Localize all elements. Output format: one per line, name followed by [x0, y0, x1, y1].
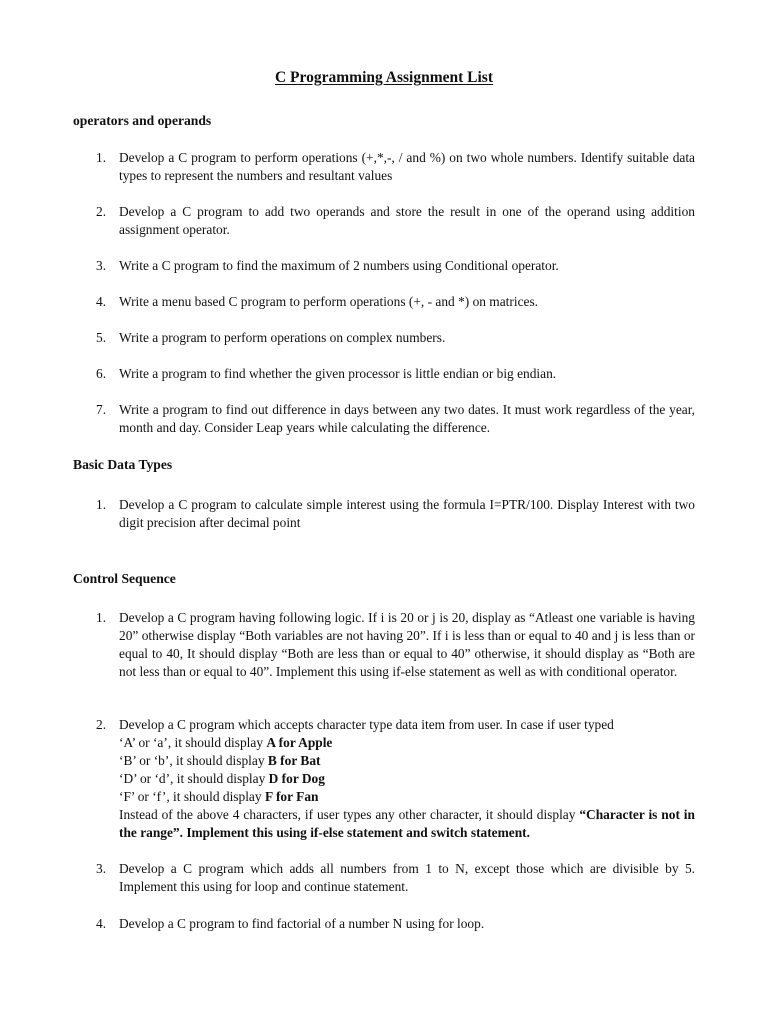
item-number: 6. [96, 366, 107, 381]
option-result: B for Bat [267, 753, 321, 768]
option-prefix: ‘F’ or ‘f’, it should display [119, 789, 262, 804]
option-line [119, 734, 695, 752]
item-text: Develop a C program to find factorial of a number N using for loop. [119, 916, 485, 931]
item-text: Write a program to find out difference in days between any two dates. It must work regardless of the year, month and day. Consider Leap years while calculating the difference. [119, 402, 695, 435]
option-line [119, 770, 695, 788]
list-item [96, 609, 695, 681]
item-outro [119, 806, 695, 842]
section-heading-operators: operators and operands [73, 113, 212, 128]
item-text: Write a C program to find the maximum of 2 numbers using Conditional operator. [119, 258, 559, 273]
item-number: 2. [96, 204, 107, 219]
item-text: Develop a C program to calculate simple interest using the formula I=PTR/100. Display Interest with two digit precision after decimal point [119, 497, 695, 530]
option-prefix: ‘A’ or ‘a’, it should display [119, 735, 264, 750]
item-text: Write a menu based C program to perform operations (+, - and *) on matrices. [119, 294, 539, 309]
item-number: 4. [96, 294, 107, 309]
option-prefix: ‘B’ or ‘b’, it should display [119, 753, 265, 768]
list-item [96, 365, 695, 383]
item-text: Develop a C program to add two operands and store the result in one of the operand using addition assignment operator. [119, 204, 695, 237]
list-item [96, 716, 695, 842]
list-item [96, 149, 695, 185]
document-title: C Programming Assignment List [274, 69, 493, 86]
item-text: Develop a C program to perform operations (+,*,-, / and %) on two whole numbers. Identify suitable data types to represent the numbers and resultant values [119, 150, 695, 183]
section-heading-basic-data-types: Basic Data Types [73, 457, 173, 472]
item-number: 2. [96, 717, 107, 732]
item-number: 3. [96, 258, 107, 273]
outro-bold: “Character is not in the range”. Implement this using if-else statement and switch statement. [119, 807, 695, 840]
list-item [96, 401, 695, 437]
item-number: 1. [96, 610, 107, 625]
option-result: D for Dog [268, 771, 325, 786]
item-text: Write a program to perform operations on complex numbers. [119, 330, 446, 345]
outro-plain: Instead of the above 4 characters, if user types any other character, it should display [119, 807, 576, 822]
option-result: A for Apple [266, 735, 333, 750]
option-result: F for Fan [264, 789, 319, 804]
option-prefix: ‘D’ or ‘d’, it should display [119, 771, 266, 786]
item-number: 1. [96, 497, 107, 512]
item-number: 4. [96, 916, 107, 931]
item-number: 7. [96, 402, 107, 417]
item-number: 3. [96, 861, 107, 876]
section-heading-control-sequence: Control Sequence [73, 571, 176, 586]
list-item [96, 496, 695, 532]
list-item [96, 329, 695, 347]
option-line [119, 788, 695, 806]
list-item [96, 257, 695, 275]
item-number: 5. [96, 330, 107, 345]
list-item [96, 860, 695, 896]
item-number: 1. [96, 150, 107, 165]
item-text: Develop a C program which adds all numbers from 1 to N, except those which are divisible by 5. Implement this using for loop and continue statement. [119, 861, 695, 894]
item-text-block [119, 716, 695, 842]
list-item [96, 293, 695, 311]
list-item [96, 203, 695, 239]
option-line [119, 752, 695, 770]
item-text: Write a program to find whether the given processor is little endian or big endian. [119, 366, 557, 381]
item-text: Develop a C program having following logic. If i is 20 or j is 20, display as “Atleast one variable is having 20” otherwise display “Both variables are not having 20”. If i is less than or equal to 40 and j is less than or equal to 40, It should display “Both are less than or equal to 40” otherwise, it should display as “Both are not less than or equal to 40”. Implement this using if-else statement as well as with conditional operator. [119, 610, 695, 679]
list-item [96, 915, 695, 933]
item-intro: Develop a C program which accepts character type data item from user. In case if user typed [119, 717, 614, 732]
